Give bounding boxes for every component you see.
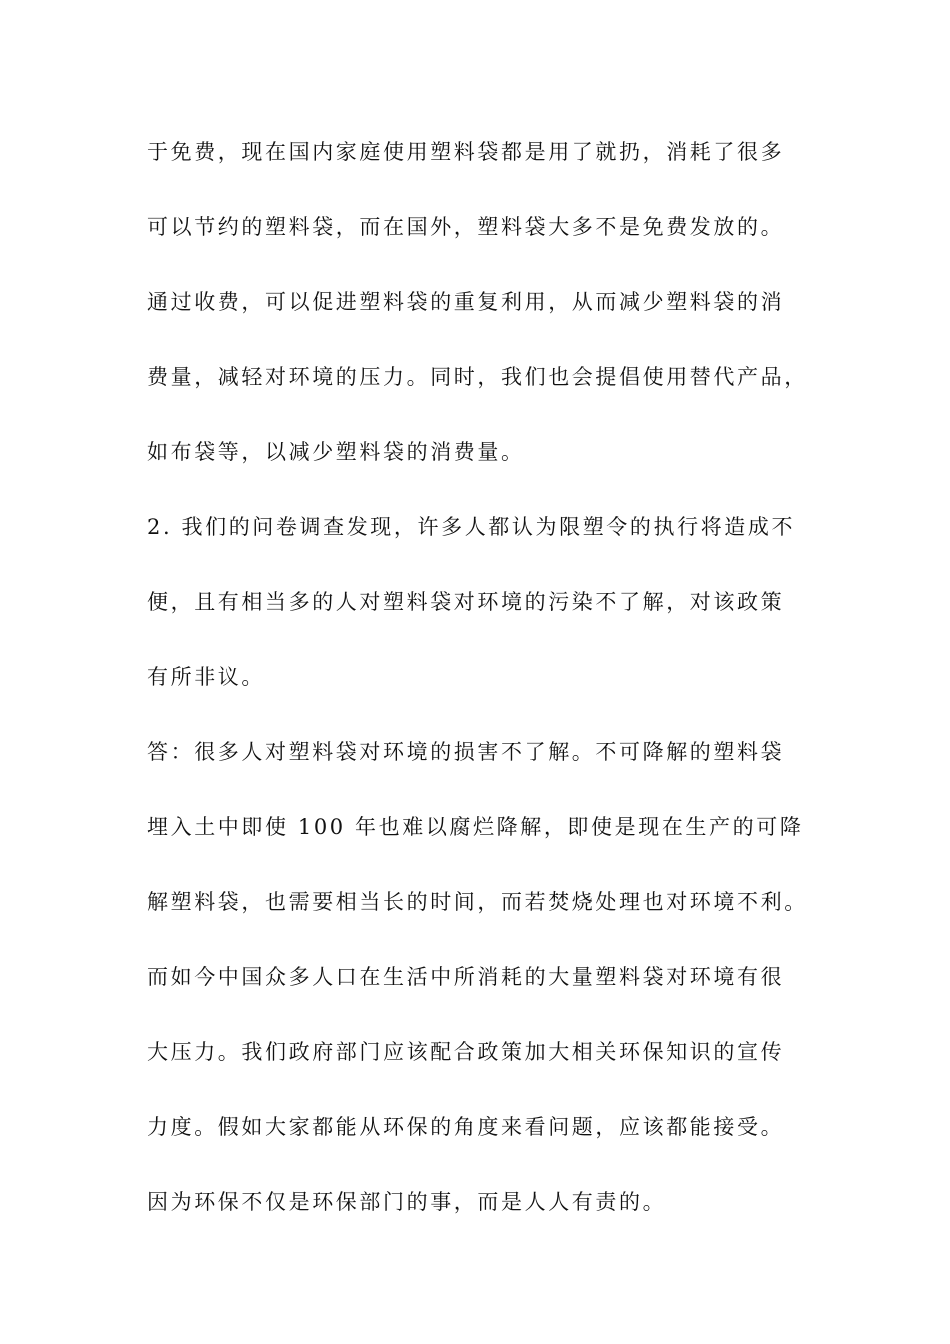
paragraph-line: 费量，减轻对环境的压力。同时，我们也会提倡使用替代产品， [147,365,808,389]
question-line: 便，且有相当多的人对塑料袋对环境的污染不了解，对该政策 [147,590,785,614]
answer-line: 解塑料袋，也需要相当长的时间，而若焚烧处理也对环境不利。 [147,890,808,914]
paragraph-line: 可以节约的塑料袋，而在国外，塑料袋大多不是免费发放的。 [147,215,785,239]
paragraph-line: 通过收费，可以促进塑料袋的重复利用，从而减少塑料袋的消 [147,290,785,314]
answer-line: 因为环保不仅是环保部门的事，而是人人有责的。 [147,1190,667,1214]
answer-line: 大压力。我们政府部门应该配合政策加大相关环保知识的宣传 [147,1040,785,1064]
question-line: 2. 我们的问卷调查发现，许多人都认为限塑令的执行将造成不 [147,515,796,539]
paragraph-line: 于免费，现在国内家庭使用塑料袋都是用了就扔，消耗了很多 [147,140,785,164]
answer-line: 答：很多人对塑料袋对环境的损害不了解。不可降解的塑料袋 [147,740,785,764]
answer-line: 而如今中国众多人口在生活中所消耗的大量塑料袋对环境有很 [147,965,785,989]
answer-line: 埋入土中即使 100 年也难以腐烂降解，即使是现在生产的可降 [147,815,804,839]
question-line: 有所非议。 [147,665,265,689]
paragraph-line: 如布袋等，以减少塑料袋的消费量。 [147,440,525,464]
answer-line: 力度。假如大家都能从环保的角度来看问题，应该都能接受。 [147,1115,785,1139]
